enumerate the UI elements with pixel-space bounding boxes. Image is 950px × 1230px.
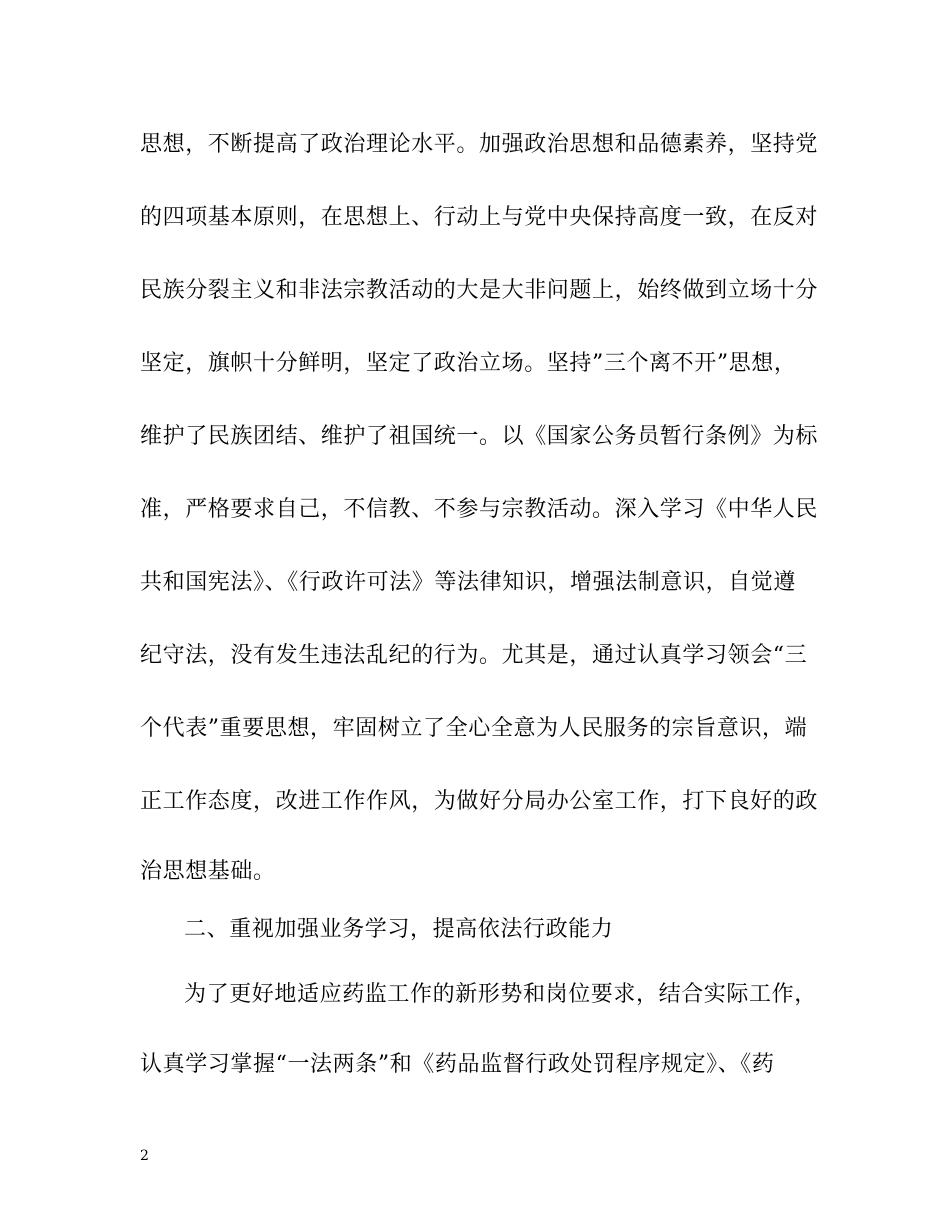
paragraph-line: 治思想基础。 [140, 859, 276, 884]
paragraph-line: 纪守法，没有发生违法乱纪的行为。尤其是，通过认真学习领会“三 [140, 643, 808, 668]
paragraph-line: 个代表”重要思想，牢固树立了全心全意为人民服务的宗旨意识，端 [140, 716, 808, 741]
paragraph-line: 思想，不断提高了政治理论水平。加强政治思想和品德素养，坚持党 [140, 132, 819, 157]
paragraph-line: 为了更好地适应药监工作的新形势和岗位要求，结合实际工作， [184, 982, 817, 1007]
paragraph-line: 的四项基本原则，在思想上、行动上与党中央保持高度一致，在反对 [140, 205, 819, 230]
paragraph-line: 正工作态度，改进工作作风，为做好分局办公室工作，打下良好的政 [140, 789, 819, 814]
paragraph-line: 民族分裂主义和非法宗教活动的大是大非问题上，始终做到立场十分 [140, 278, 819, 303]
paragraph-line: 共和国宪法》、《行政许可法》等法律知识，增强法制意识，自觉遵 [140, 570, 797, 595]
page-number: 2 [140, 1148, 149, 1164]
section-heading: 二、重视加强业务学习，提高依法行政能力 [184, 917, 614, 942]
paragraph-line: 坚定，旗帜十分鲜明，坚定了政治立场。坚持”三个离不开”思想， [140, 351, 797, 376]
paragraph-line: 准，严格要求自己，不信教、不参与宗教活动。深入学习《中华人民 [140, 497, 819, 522]
paragraph-line: 维护了民族团结、维护了祖国统一。以《国家公务员暂行条例》为标 [140, 424, 819, 449]
paragraph-line: 认真学习掌握“一法两条”和《药品监督行政处罚程序规定》、《药 [140, 1052, 775, 1077]
